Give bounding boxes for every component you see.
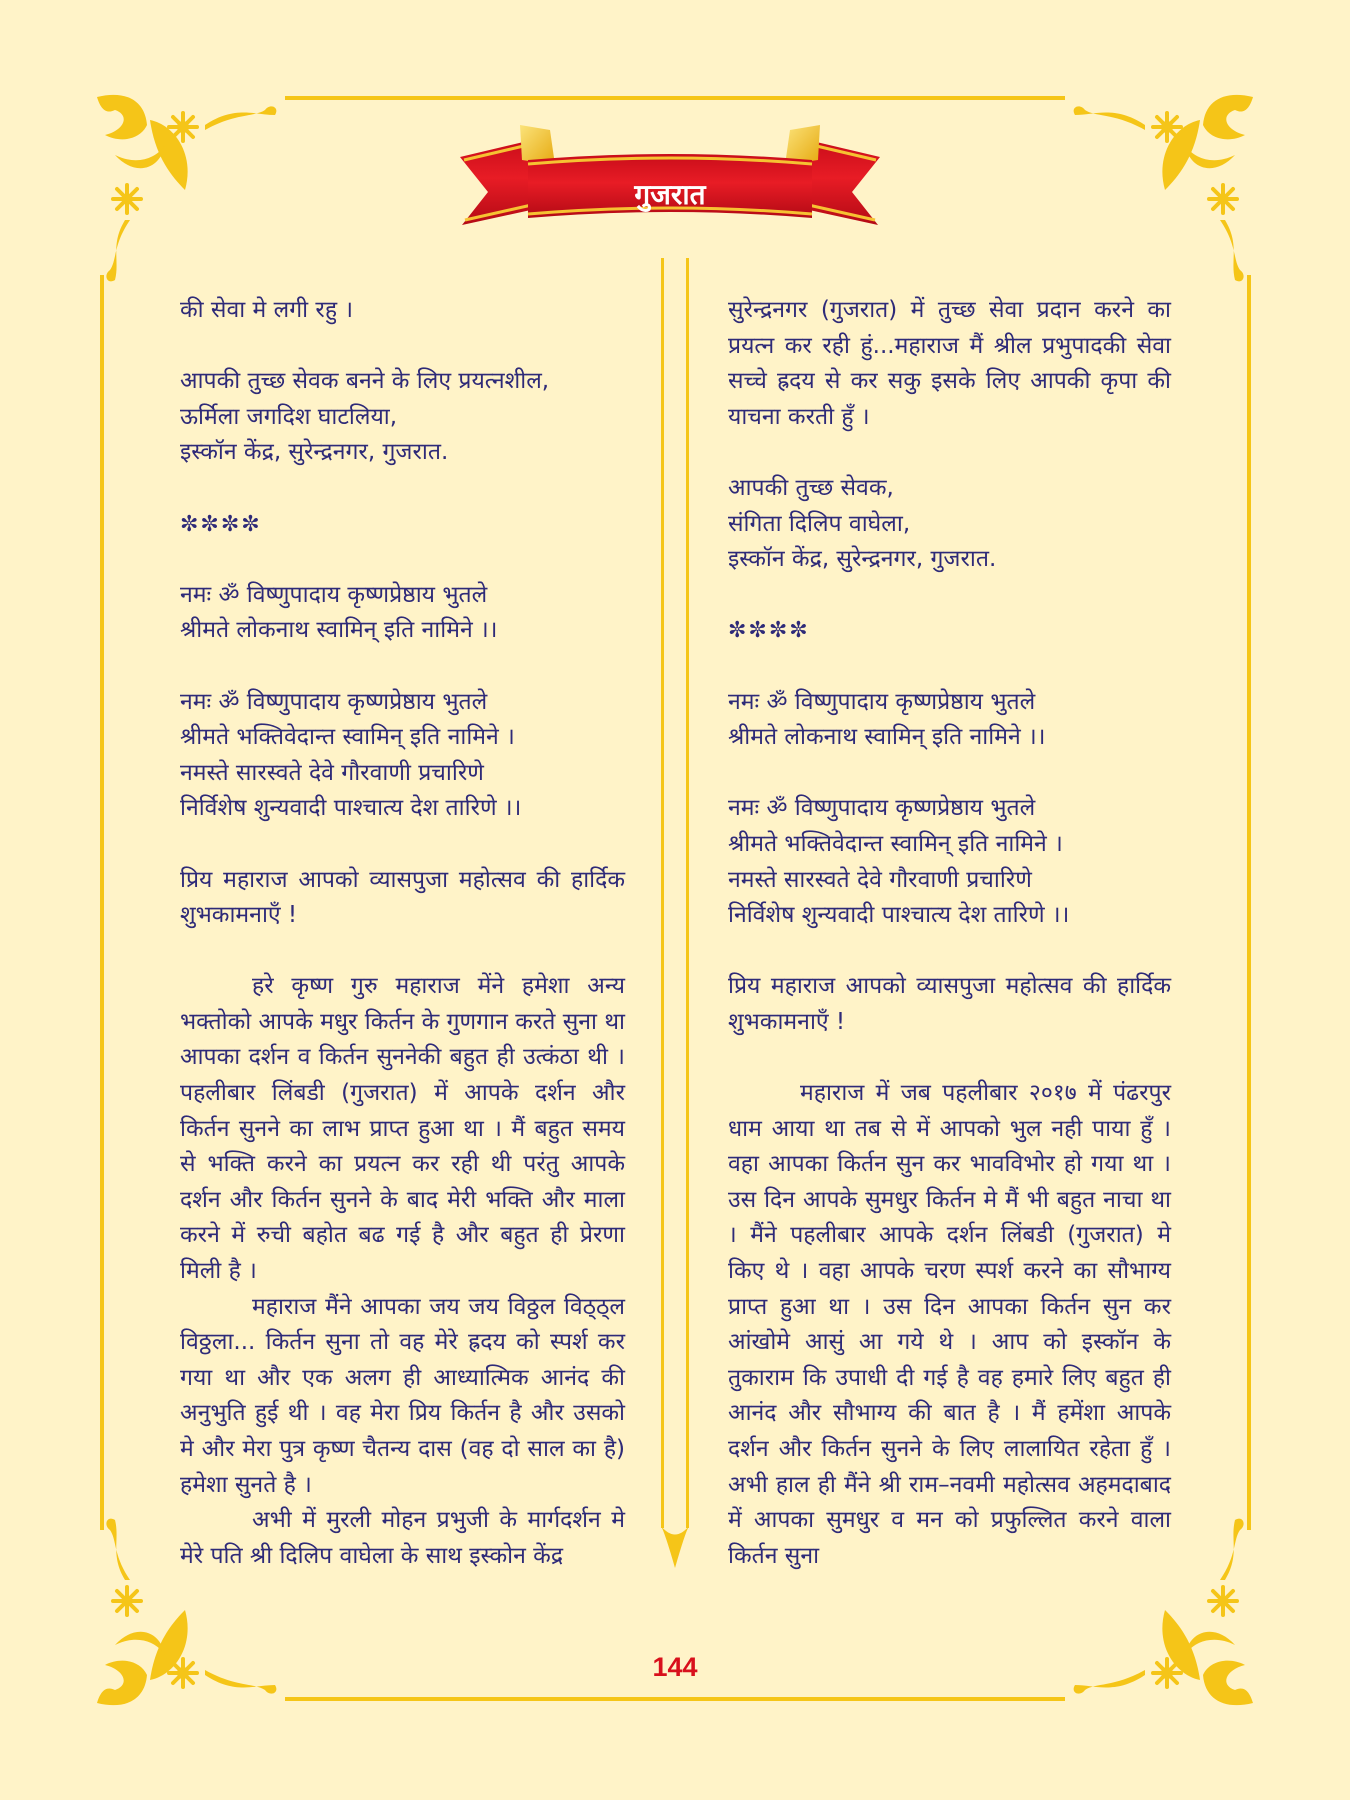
mantra-line: श्रीमते भक्तिवेदान्त स्वामिन् इति नामिने । bbox=[728, 830, 1063, 857]
signature-block bbox=[728, 471, 1171, 578]
right-column bbox=[728, 293, 1171, 1574]
section-separator: ✼✼✼✼ bbox=[180, 511, 262, 537]
pranam-mantra bbox=[180, 685, 625, 827]
mantra-line: निर्विशेष शुन्यवादी पाश्चात्य देश तारिणे ।। bbox=[180, 795, 522, 822]
section-title: गुजरात bbox=[634, 178, 706, 211]
section-separator: ✼✼✼✼ bbox=[728, 618, 810, 644]
body-paragraph: महाराज मैंने आपका जय जय विठ्ठल विठ्ठ्ल विठ्ठला... किर्तन सुना तो वह मेरे ह्रदय को स्पर्श कर गया था और एक अलग ही आध्यात्मिक आनंद की अनुभुति हुई थी । वह मेरा प्रिय किर्तन है और उसको मे और मेरा पुत्र कृष्ण चैतन्य दास (वह दो साल का है) हमेशा सुनते है । bbox=[180, 1293, 625, 1498]
body-paragraph: हरे कृष्ण गुरु महाराज मेंने हमेशा अन्य भक्तोको आपके मधुर किर्तन के गुणगान करते सुना था आपका दर्शन व किर्तन सुननेकी बहुत ही उत्कंठा थी । पहलीबार लिंबडी (गुजरात) में आपके दर्शन और किर्तन सुनने का लाभ प्राप्त हुआ था । मैं बहुत समय से भक्ति करने का प्रयत्न कर रही थी परंतु आपके दर्शन और किर्तन सुनने के बाद मेरी भक्ति और माला करने में रुची बहोत बढ गई है और बहुत ही प्रेरणा मिली है । bbox=[180, 973, 625, 1285]
signature-location: इस्कॉन केंद्र, सुरेन्द्रनगर, गुजरात. bbox=[180, 439, 449, 466]
mantra-line: श्रीमते लोकनाथ स्वामिन् इति नामिने ।। bbox=[728, 724, 1046, 751]
closing-line: की सेवा मे लगी रहु । bbox=[180, 297, 354, 323]
right-border-line bbox=[1247, 275, 1251, 1530]
signature-block bbox=[180, 364, 625, 471]
signature-line: आपकी तुच्छ सेवक, bbox=[728, 474, 894, 501]
mantra-line: श्रीमते लोकनाथ स्वामिन् इति नामिने ।। bbox=[180, 617, 498, 644]
greeting: प्रिय महाराज आपको व्यासपुजा महोत्सव की हार्दिक शुभकामनाएँ ! bbox=[728, 973, 1171, 1035]
signature-name: ऊर्मिला जगदिश घाटलिया, bbox=[180, 403, 398, 430]
pranam-mantra bbox=[728, 791, 1171, 933]
pranam-mantra bbox=[180, 578, 625, 649]
page-number: 144 bbox=[652, 1652, 698, 1682]
mantra-line: नमः ॐ विष्णुपादाय कृष्णप्रेष्ठाय भुतले bbox=[180, 581, 488, 608]
bottom-border-line bbox=[285, 1697, 1065, 1701]
mantra-line: नमस्ते सारस्वते देवे गौरवाणी प्रचारिणे bbox=[180, 759, 484, 786]
mantra-line: निर्विशेष शुन्यवादी पाश्चात्य देश तारिणे ।। bbox=[728, 902, 1070, 929]
signature-name: संगिता दिलिप वाघेला, bbox=[728, 510, 911, 537]
mantra-line: नमः ॐ विष्णुपादाय कृष्णप्रेष्ठाय भुतले bbox=[728, 795, 1036, 822]
mantra-line: नमः ॐ विष्णुपादाय कृष्णप्रेष्ठाय भुतले bbox=[180, 688, 488, 715]
left-border-line bbox=[100, 275, 104, 1530]
pranam-mantra bbox=[728, 685, 1171, 756]
body-paragraph: अभी में मुरली मोहन प्रभुजी के मार्गदर्शन मे मेरे पति श्री दिलिप वाघेला के साथ इस्कोन केंद्र bbox=[180, 1507, 625, 1569]
greeting: प्रिय महाराज आपको व्यासपुजा महोत्सव की हार्दिक शुभकामनाएँ ! bbox=[180, 866, 625, 929]
left-column bbox=[180, 293, 625, 1574]
corner-ornament-top-right-icon bbox=[1065, 85, 1265, 285]
signature-location: इस्कॉन केंद्र, सुरेन्द्रनगर, गुजरात. bbox=[728, 546, 997, 573]
top-border-line bbox=[285, 96, 1065, 100]
mantra-line: नमस्ते सारस्वते देवे गौरवाणी प्रचारिणे bbox=[728, 866, 1032, 893]
column-divider-icon bbox=[659, 258, 691, 1568]
mantra-line: नमः ॐ विष्णुपादाय कृष्णप्रेष्ठाय भुतले bbox=[728, 688, 1036, 715]
section-ribbon-banner bbox=[460, 120, 880, 230]
body-paragraph: सुरेन्द्रनगर (गुजरात) में तुच्छ सेवा प्रदान करने का प्रयत्न कर रही हुं...महाराज मैं श्रील प्रभुपादकी सेवा सच्चे ह्रदय से कर सकु इसके लिए आपकी कृपा की याचना करती हुँ । bbox=[728, 297, 1171, 430]
signature-line: आपकी तुच्छ सेवक बनने के लिए प्रयत्नशील, bbox=[180, 368, 550, 395]
mantra-line: श्रीमते भक्तिवेदान्त स्वामिन् इति नामिने । bbox=[180, 724, 515, 751]
corner-ornament-top-left-icon bbox=[85, 85, 285, 285]
body-paragraph: महाराज में जब पहलीबार २०१७ में पंढरपुर धाम आया था तब से में आपको भुल नही पाया हुँ । वहा आपका किर्तन सुन कर भावविभोर हो गया था । उस दिन आपके सुमधुर किर्तन मे मैं भी बहुत नाचा था । मैंने पहलीबार आपके दर्शन लिंबडी (गुजरात) मे किए थे । वहा आपके चरण स्पर्श करने का सौभाग्य प्राप्त हुआ था । उस दिन आपका किर्तन सुन कर आंखोमे आसुं आ गये थे । आप को इस्कॉन के तुकाराम कि उपाधी दी गई है वह हमारे लिए बहुत ही आनंद और सौभाग्य की बात है । मैं हमेंशा आपके दर्शन और किर्तन सुनने के लिए लालायित रहेता हुँ । अभी हाल ही मैंने श्री राम–नवमी महोत्सव अहमदाबाद में आपका सुमधुर व मन को प्रफुल्लित करने वाला किर्तन सुना bbox=[728, 1080, 1171, 1569]
